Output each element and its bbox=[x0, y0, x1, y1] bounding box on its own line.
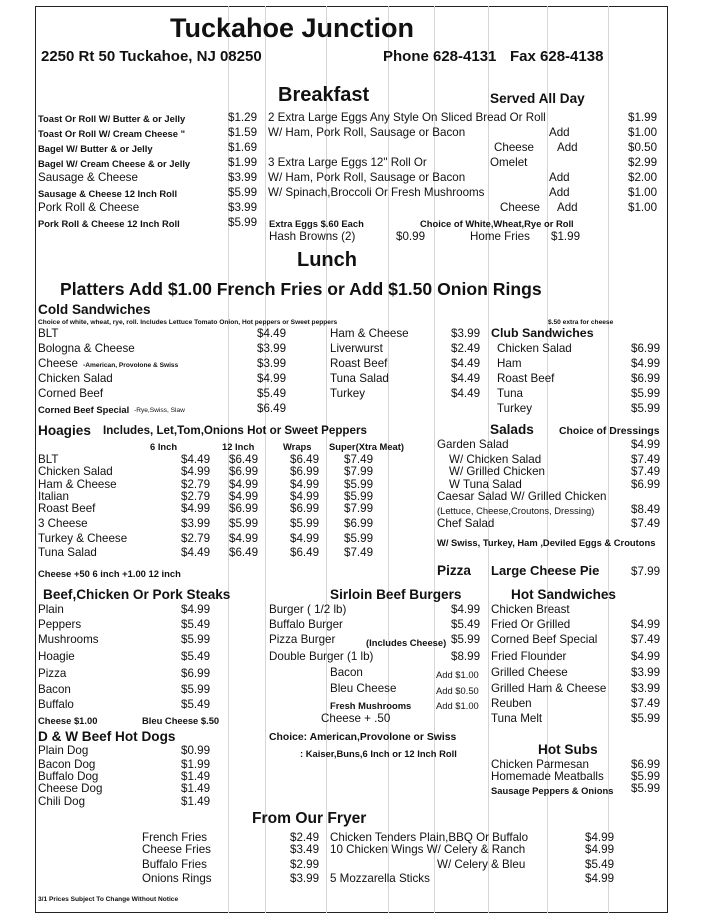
restaurant-phone: Phone 628-4131 bbox=[383, 48, 497, 65]
breakfast-item: Bagel W/ Butter & or Jelly bbox=[38, 143, 153, 154]
hoagie-item: Roast Beef bbox=[38, 502, 96, 515]
hot-sub-item: Sausage Peppers & Onions bbox=[491, 785, 614, 796]
home-fries-price: $1.99 bbox=[551, 230, 581, 243]
pizza-item: Large Cheese Pie bbox=[491, 563, 600, 578]
hoagie-price: $5.99 bbox=[344, 532, 374, 545]
steak-cheese-note: Cheese $1.00 bbox=[38, 715, 98, 726]
hoagie-price: $5.99 bbox=[344, 478, 374, 491]
breakfast-price: $1.59 bbox=[228, 126, 258, 139]
hot-dog-roll-choice: : Kaiser,Buns,6 Inch or 12 Inch Roll bbox=[300, 748, 457, 759]
fryer-item: 5 Mozzarella Sticks bbox=[330, 872, 430, 885]
hoagie-price: $3.99 bbox=[181, 517, 211, 530]
hoagie-price: $7.99 bbox=[344, 465, 374, 478]
cold-sandwich-item: Cheese bbox=[38, 357, 78, 370]
grid-line bbox=[326, 6, 327, 913]
club-item: Roast Beef bbox=[497, 372, 555, 385]
hoagie-price: $5.99 bbox=[229, 517, 259, 530]
hash-browns: Hash Browns (2) bbox=[269, 230, 356, 243]
hoagie-price: $7.99 bbox=[344, 502, 374, 515]
breakfast-price: $5.99 bbox=[228, 216, 258, 229]
hash-browns-price: $0.99 bbox=[396, 230, 426, 243]
fryer-price: $5.49 bbox=[585, 858, 615, 871]
egg-special-price: $0.50 bbox=[628, 141, 658, 154]
cold-sandwich-item: Turkey bbox=[330, 387, 366, 400]
add-label: Add bbox=[557, 141, 578, 154]
salad-price: $7.49 bbox=[631, 517, 661, 530]
burger-cheese-note: Cheese + .50 bbox=[321, 712, 391, 725]
hoagie-price: $6.99 bbox=[229, 465, 259, 478]
egg-special-line: W/ Spinach,Broccoli Or Fresh Mushrooms bbox=[268, 186, 485, 199]
cold-sandwich-price: $3.99 bbox=[257, 342, 287, 355]
breakfast-item: Pork Roll & Cheese 12 Inch Roll bbox=[38, 218, 180, 229]
cold-sandwich-item: Ham & Cheese bbox=[330, 327, 409, 340]
cold-sandwich-item: Chicken Salad bbox=[38, 372, 113, 385]
burger-price: $5.99 bbox=[451, 633, 481, 646]
burger-price: $4.99 bbox=[451, 603, 481, 616]
breakfast-item: Pork Roll & Cheese bbox=[38, 201, 140, 214]
cold-sandwich-item: Roast Beef bbox=[330, 357, 388, 370]
steak-price: $4.99 bbox=[181, 603, 211, 616]
hoagie-price: $2.79 bbox=[181, 490, 211, 503]
fryer-item: Onions Rings bbox=[142, 872, 212, 885]
hoagie-item: 3 Cheese bbox=[38, 517, 88, 530]
fryer-price: $4.99 bbox=[585, 831, 615, 844]
club-price: $6.99 bbox=[631, 372, 661, 385]
hot-dog-price: $0.99 bbox=[181, 744, 211, 757]
fryer-item: Buffalo Fries bbox=[142, 858, 207, 871]
burger-item: Buffalo Burger bbox=[269, 618, 343, 631]
dressing-choice: Choice of Dressings bbox=[559, 426, 660, 437]
hot-sandwich-price: $3.99 bbox=[631, 666, 661, 679]
restaurant-fax: Fax 628-4138 bbox=[510, 48, 604, 65]
hoagie-price: $4.49 bbox=[181, 453, 211, 466]
cold-sandwich-price: $5.49 bbox=[257, 387, 287, 400]
hoagie-price: $6.99 bbox=[290, 502, 320, 515]
egg-special-price: $1.99 bbox=[628, 111, 658, 124]
salads-title: Salads bbox=[490, 422, 534, 437]
burger-addon-price: Add $0.50 bbox=[436, 685, 479, 696]
salad-item: Chef Salad bbox=[437, 517, 495, 530]
grid-line bbox=[388, 6, 389, 913]
hot-sandwich-price: $7.49 bbox=[631, 633, 661, 646]
burger-addon: Fresh Mushrooms bbox=[330, 700, 412, 711]
hot-dogs-title: D & W Beef Hot Dogs bbox=[38, 729, 176, 744]
hot-sandwich-item: Tuna Melt bbox=[491, 712, 543, 725]
hoagie-price: $6.99 bbox=[290, 465, 320, 478]
add-label: Add bbox=[549, 171, 570, 184]
breakfast-price: $1.69 bbox=[228, 141, 258, 154]
hot-sandwich-item: Corned Beef Special bbox=[491, 633, 598, 646]
hoagie-item: Italian bbox=[38, 490, 69, 503]
cheese-label: Cheese bbox=[500, 201, 540, 214]
platters-note: Platters Add $1.00 French Fries or Add $1.50 Onion Rings bbox=[60, 279, 542, 299]
egg-special-price: $1.00 bbox=[628, 186, 658, 199]
hoagie-cheese-note: Cheese +50 6 inch +1.00 12 inch bbox=[38, 568, 181, 579]
salad-price: $7.49 bbox=[631, 465, 661, 478]
hot-sandwich-price: $7.49 bbox=[631, 697, 661, 710]
breakfast-item: Sausage & Cheese 12 Inch Roll bbox=[38, 188, 178, 199]
hot-sub-price: $6.99 bbox=[631, 758, 661, 771]
hot-dog-item: Bacon Dog bbox=[38, 758, 96, 771]
grid-line bbox=[608, 6, 609, 913]
hoagie-price: $4.99 bbox=[229, 532, 259, 545]
hoagie-price: $5.99 bbox=[290, 517, 320, 530]
hot-dog-item: Buffalo Dog bbox=[38, 770, 99, 783]
cold-sandwich-price: $2.49 bbox=[451, 342, 481, 355]
cold-sandwiches-title: Cold Sandwiches bbox=[38, 302, 151, 317]
hot-sandwich-item: Grilled Ham & Cheese bbox=[491, 682, 607, 695]
club-item: Chicken Salad bbox=[497, 342, 572, 355]
breakfast-price: $1.29 bbox=[228, 111, 258, 124]
hoagie-col-header: Super(Xtra Meat) bbox=[329, 441, 405, 452]
egg-special-line: W/ Ham, Pork Roll, Sausage or Bacon bbox=[268, 171, 466, 184]
hoagie-col-header: 6 Inch bbox=[150, 441, 178, 452]
cold-sandwich-item: Corned Beef bbox=[38, 387, 104, 400]
omelet-label: Omelet bbox=[490, 156, 528, 169]
cold-sandwich-item: BLT bbox=[38, 327, 59, 340]
fryer-price: $4.99 bbox=[585, 843, 615, 856]
hot-sub-item: Chicken Parmesan bbox=[491, 758, 589, 771]
fryer-price: $4.99 bbox=[585, 872, 615, 885]
fryer-item: French Fries bbox=[142, 831, 208, 844]
hoagie-price: $6.99 bbox=[229, 502, 259, 515]
hoagie-item: Turkey & Cheese bbox=[38, 532, 128, 545]
cold-sandwich-price: $4.49 bbox=[451, 387, 481, 400]
fryer-price: $3.49 bbox=[290, 843, 320, 856]
burger-addon: Bacon bbox=[330, 666, 363, 679]
hoagie-price: $6.49 bbox=[290, 453, 320, 466]
hoagie-price: $4.99 bbox=[290, 532, 320, 545]
hoagie-price: $4.99 bbox=[181, 502, 211, 515]
fryer-item: W/ Celery & Bleu bbox=[437, 858, 526, 871]
restaurant-title: Tuckahoe Junction bbox=[170, 13, 415, 43]
hoagie-item: Tuna Salad bbox=[38, 546, 97, 559]
steak-price: $5.99 bbox=[181, 633, 211, 646]
breakfast-item: Sausage & Cheese bbox=[38, 171, 138, 184]
hoagie-price: $7.49 bbox=[344, 546, 374, 559]
hot-sub-price: $5.99 bbox=[631, 770, 661, 783]
restaurant-address: 2250 Rt 50 Tuckahoe, NJ 08250 bbox=[41, 48, 262, 65]
club-item: Tuna bbox=[497, 387, 523, 400]
hot-sandwich-item: Grilled Cheese bbox=[491, 666, 568, 679]
hoagie-price: $2.79 bbox=[181, 478, 211, 491]
salad-item: W/ Chicken Salad bbox=[449, 453, 542, 466]
hot-sandwich-item: Reuben bbox=[491, 697, 532, 710]
hot-sub-item: Homemade Meatballs bbox=[491, 770, 604, 783]
cheese-choice-note: -American, Provolone & Swiss bbox=[83, 362, 179, 369]
steak-item: Buffalo bbox=[38, 698, 74, 711]
fryer-price: $2.49 bbox=[290, 831, 320, 844]
salad-item: Garden Salad bbox=[437, 438, 509, 451]
burger-addon-price: Add $1.00 bbox=[436, 700, 479, 711]
steak-bleu-note: Bleu Cheese $.50 bbox=[142, 715, 220, 726]
hoagies-title: Hoagies bbox=[38, 423, 91, 438]
hoagie-price: $6.99 bbox=[344, 517, 374, 530]
burgers-title: Sirloin Beef Burgers bbox=[330, 587, 462, 602]
cold-sandwich-item: Tuna Salad bbox=[330, 372, 389, 385]
salad-item: (Lettuce, Cheese,Croutons, Dressing) bbox=[437, 505, 595, 516]
cold-sandwich-item: Corned Beef Special bbox=[38, 404, 130, 415]
salad-item: W Tuna Salad bbox=[449, 478, 522, 491]
salad-price: $6.99 bbox=[631, 478, 661, 491]
breakfast-item: Bagel W/ Cream Cheese & or Jelly bbox=[38, 158, 191, 169]
burger-item: Double Burger (1 lb) bbox=[269, 650, 374, 663]
hoagie-price: $4.99 bbox=[229, 490, 259, 503]
burger-price: $5.49 bbox=[451, 618, 481, 631]
grid-line bbox=[434, 6, 435, 913]
club-item: Turkey bbox=[497, 402, 533, 415]
club-price: $4.99 bbox=[631, 357, 661, 370]
cold-sandwich-price: $3.99 bbox=[257, 357, 287, 370]
pizza-burger-note: (Includes Cheese) bbox=[366, 637, 447, 648]
hot-sandwich-price: $4.99 bbox=[631, 618, 661, 631]
hot-dog-price: $1.49 bbox=[181, 782, 211, 795]
hot-sandwich-price: $5.99 bbox=[631, 712, 661, 725]
egg-special-price: $2.00 bbox=[628, 171, 658, 184]
pizza-title: Pizza bbox=[437, 563, 471, 578]
add-label: Add bbox=[549, 126, 570, 139]
breakfast-item: Toast Or Roll W/ Cream Cheese " bbox=[38, 128, 186, 139]
hoagies-includes: Includes, Let,Tom,Onions Hot or Sweet Peppers bbox=[103, 424, 367, 437]
hoagie-price: $2.79 bbox=[181, 532, 211, 545]
hoagie-item: BLT bbox=[38, 453, 59, 466]
burger-price: $8.99 bbox=[451, 650, 481, 663]
club-item: Ham bbox=[497, 357, 522, 370]
cold-sandwich-item: Liverwurst bbox=[330, 342, 383, 355]
hoagie-price: $7.49 bbox=[344, 453, 374, 466]
cold-sandwiches-note: Choice of white, wheat, rye, roll. Includes Lettuce Tomato Onion, Hot peppers or Sweet peppers bbox=[38, 319, 338, 326]
hot-dog-price: $1.49 bbox=[181, 770, 211, 783]
fryer-item: Cheese Fries bbox=[142, 843, 211, 856]
cheese-label: Cheese bbox=[494, 141, 534, 154]
club-price: $5.99 bbox=[631, 387, 661, 400]
add-label: Add bbox=[557, 201, 578, 214]
burger-addon-price: Add $1.00 bbox=[436, 669, 479, 680]
hoagie-price: $4.99 bbox=[290, 490, 320, 503]
cold-sandwich-item: Bologna & Cheese bbox=[38, 342, 135, 355]
home-fries: Home Fries bbox=[470, 230, 530, 243]
fryer-price: $3.99 bbox=[290, 872, 320, 885]
cold-sandwich-price: $4.49 bbox=[451, 357, 481, 370]
salad-price: $8.49 bbox=[631, 503, 661, 516]
hoagie-price: $6.49 bbox=[229, 546, 259, 559]
chef-salad-note: W/ Swiss, Turkey, Ham ,Deviled Eggs & Croutons bbox=[437, 537, 656, 548]
cold-sandwich-price: $6.49 bbox=[257, 402, 287, 415]
served-all-day: Served All Day bbox=[490, 91, 585, 106]
hot-sandwich-price: $4.99 bbox=[631, 650, 661, 663]
steak-price: $5.49 bbox=[181, 618, 211, 631]
hoagie-price: $4.99 bbox=[181, 465, 211, 478]
steak-item: Plain bbox=[38, 603, 64, 616]
egg-special-line: 3 Extra Large Eggs 12" Roll Or bbox=[268, 156, 427, 169]
breakfast-price: $3.99 bbox=[228, 171, 258, 184]
hot-dog-cheese-choice: Choice: American,Provolone or Swiss bbox=[269, 732, 457, 743]
extra-eggs: Extra Eggs $.60 Each bbox=[269, 218, 364, 229]
hot-sandwich-item: Fried Or Grilled bbox=[491, 618, 571, 631]
club-price: $5.99 bbox=[631, 402, 661, 415]
cold-sandwich-price: $4.49 bbox=[451, 372, 481, 385]
hoagie-price: $5.99 bbox=[344, 490, 374, 503]
hoagie-col-header: Wraps bbox=[283, 441, 312, 452]
egg-special-price: $1.00 bbox=[628, 126, 658, 139]
club-price: $6.99 bbox=[631, 342, 661, 355]
salad-price: $4.99 bbox=[631, 438, 661, 451]
hoagie-col-header: 12 Inch bbox=[222, 441, 255, 452]
hot-sandwich-item: Fried Flounder bbox=[491, 650, 567, 663]
hot-subs-title: Hot Subs bbox=[538, 742, 598, 757]
hot-sandwich-item: Chicken Breast bbox=[491, 603, 570, 616]
hoagie-price: $4.49 bbox=[181, 546, 211, 559]
steak-item: Bacon bbox=[38, 683, 71, 696]
breakfast-price: $1.99 bbox=[228, 156, 258, 169]
hoagie-price: $6.49 bbox=[229, 453, 259, 466]
fryer-title: From Our Fryer bbox=[252, 810, 367, 827]
hoagie-item: Chicken Salad bbox=[38, 465, 113, 478]
add-label: Add bbox=[549, 186, 570, 199]
steak-item: Hoagie bbox=[38, 650, 75, 663]
egg-special-price: $2.99 bbox=[628, 156, 658, 169]
hot-dog-item: Plain Dog bbox=[38, 744, 89, 757]
cold-sandwich-price: $4.49 bbox=[257, 327, 287, 340]
grid-line bbox=[265, 6, 266, 913]
fryer-price: $2.99 bbox=[290, 858, 320, 871]
bread-choice: Choice of White,Wheat,Rye or Roll bbox=[420, 218, 574, 229]
breakfast-price: $5.99 bbox=[228, 186, 258, 199]
lunch-title: Lunch bbox=[297, 249, 357, 271]
steak-price: $5.49 bbox=[181, 650, 211, 663]
corned-beef-special-note: -Rye,Swiss, Slaw bbox=[134, 407, 185, 414]
steak-price: $6.99 bbox=[181, 667, 211, 680]
salad-price: $7.49 bbox=[631, 453, 661, 466]
hot-dog-item: Cheese Dog bbox=[38, 782, 103, 795]
salad-item: Caesar Salad W/ Grilled Chicken bbox=[437, 490, 607, 503]
egg-special-line: 2 Extra Large Eggs Any Style On Sliced Bread Or Roll bbox=[268, 111, 546, 124]
burger-item: Pizza Burger bbox=[269, 633, 336, 646]
hoagie-price: $4.99 bbox=[290, 478, 320, 491]
salad-item: W/ Grilled Chicken bbox=[449, 465, 545, 478]
club-cheese-note: $.50 extra for cheese bbox=[548, 319, 614, 326]
egg-special-line: W/ Ham, Pork Roll, Sausage or Bacon bbox=[268, 126, 466, 139]
egg-special-price: $1.00 bbox=[628, 201, 658, 214]
cold-sandwich-price: $4.99 bbox=[257, 372, 287, 385]
hot-sandwiches-title: Hot Sandwiches bbox=[511, 587, 616, 602]
burger-addon: Bleu Cheese bbox=[330, 682, 397, 695]
steak-item: Mushrooms bbox=[38, 633, 99, 646]
hot-dog-price: $1.49 bbox=[181, 795, 211, 808]
steak-price: $5.49 bbox=[181, 698, 211, 711]
steak-item: Peppers bbox=[38, 618, 82, 631]
breakfast-price: $3.99 bbox=[228, 201, 258, 214]
breakfast-title: Breakfast bbox=[278, 84, 370, 106]
pizza-price: $7.99 bbox=[631, 565, 661, 578]
price-disclaimer: 3/1 Prices Subject To Change Without Notice bbox=[38, 896, 179, 903]
hot-sub-price: $5.99 bbox=[631, 782, 661, 795]
hoagie-price: $4.99 bbox=[229, 478, 259, 491]
fryer-item: Chicken Tenders Plain,BBQ Or Buffalo bbox=[330, 831, 529, 844]
steak-price: $5.99 bbox=[181, 683, 211, 696]
club-sandwiches-title: Club Sandwiches bbox=[491, 326, 594, 340]
fryer-item: 10 Chicken Wings W/ Celery & Ranch bbox=[330, 843, 526, 856]
hot-dog-price: $1.99 bbox=[181, 758, 211, 771]
hoagie-item: Ham & Cheese bbox=[38, 478, 117, 491]
breakfast-item: Toast Or Roll W/ Butter & or Jelly bbox=[38, 113, 186, 124]
steaks-title: Beef,Chicken Or Pork Steaks bbox=[43, 587, 231, 602]
hot-sandwich-price: $3.99 bbox=[631, 682, 661, 695]
hot-dog-item: Chili Dog bbox=[38, 795, 86, 808]
steak-item: Pizza bbox=[38, 667, 67, 680]
hoagie-price: $6.49 bbox=[290, 546, 320, 559]
burger-item: Burger ( 1/2 lb) bbox=[269, 603, 347, 616]
cold-sandwich-price: $3.99 bbox=[451, 327, 481, 340]
